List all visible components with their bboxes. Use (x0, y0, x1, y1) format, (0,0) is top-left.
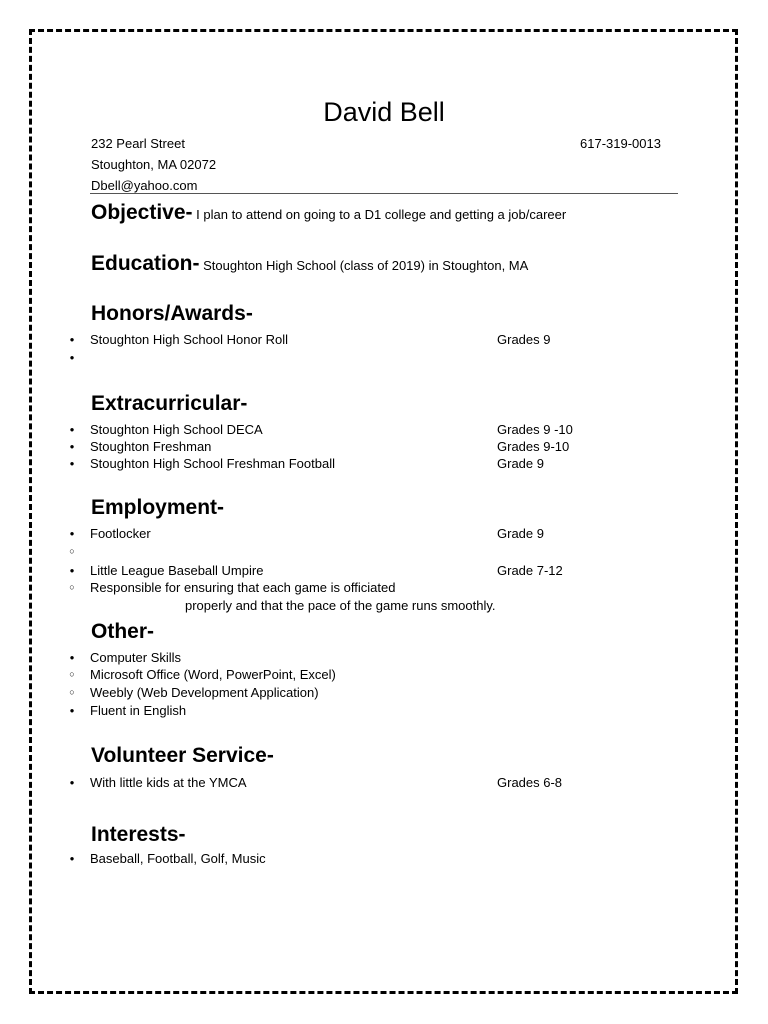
education-text: Stoughton High School (class of 2019) in Stoughton, MA (199, 258, 529, 273)
other-heading: Other- (91, 620, 154, 643)
bullet-icon (66, 331, 78, 350)
list-item-text: Footlocker (90, 526, 151, 541)
list-item-grade: Grade 7-12 (497, 563, 563, 578)
list-item-text: Little League Baseball Umpire (90, 563, 264, 578)
list-item-text: Microsoft Office (Word, PowerPoint, Excel) (90, 667, 336, 682)
employment-heading: Employment- (91, 496, 225, 519)
education-heading: Education- (91, 252, 200, 275)
list-item (0, 331, 768, 348)
list-item (0, 666, 768, 683)
extracurricular-heading: Extracurricular- (91, 392, 248, 415)
list-item-text: Fluent in English (90, 703, 187, 718)
list-item-text: Baseball, Football, Golf, Music (90, 851, 266, 866)
list-item (0, 702, 768, 719)
list-item-text: Stoughton High School DECA (90, 422, 263, 437)
list-item (0, 649, 768, 666)
education-section (91, 251, 528, 279)
bullet-icon (66, 543, 78, 562)
list-item (0, 455, 768, 472)
bullet-icon (66, 666, 78, 685)
list-item-grade: Grades 6-8 (497, 775, 563, 790)
list-item (0, 774, 768, 791)
list-item-text: Stoughton Freshman (90, 439, 212, 454)
objective-section (91, 200, 566, 228)
list-item (0, 562, 768, 579)
header-divider (90, 193, 678, 194)
list-item-grade: Grades 9-10 (497, 439, 570, 454)
address-line-1: 232 Pearl Street (91, 136, 185, 151)
list-item (0, 543, 768, 560)
list-item (0, 579, 768, 596)
list-item-text: With little kids at the YMCA (90, 775, 247, 790)
list-item-text: Responsible for ensuring that each game is officiated (90, 580, 396, 595)
list-item (0, 525, 768, 542)
list-item-grade: Grade 9 (497, 526, 544, 541)
list-item-text: Computer Skills (90, 650, 182, 665)
bullet-icon (66, 349, 78, 368)
objective-text: I plan to attend on going to a D1 college and getting a job/career (192, 207, 567, 222)
email: Dbell@yahoo.com (91, 178, 198, 193)
bullet-icon (66, 702, 78, 721)
list-item-text: Stoughton High School Honor Roll (90, 332, 289, 347)
bullet-icon (66, 579, 78, 598)
bullet-icon (66, 684, 78, 703)
volunteer-heading: Volunteer Service- (91, 744, 274, 767)
list-item-grade: Grade 9 (497, 456, 544, 471)
phone-number: 617-319-0013 (580, 136, 661, 151)
list-item-text: Stoughton High School Freshman Football (90, 456, 335, 471)
bullet-icon (66, 774, 78, 793)
list-item (0, 349, 768, 366)
list-item (0, 438, 768, 455)
bullet-icon (66, 525, 78, 544)
address-line-2: Stoughton, MA 02072 (91, 157, 217, 172)
list-item-continuation: properly and that the pace of the game runs smoothly. (185, 598, 496, 613)
interests-heading: Interests- (91, 823, 186, 846)
list-item (0, 850, 768, 867)
honors-heading: Honors/Awards- (91, 302, 253, 325)
list-item-grade: Grades 9 (497, 332, 551, 347)
list-item-grade: Grades 9 -10 (497, 422, 573, 437)
resume-name: David Bell (323, 97, 445, 127)
list-item (0, 421, 768, 438)
bullet-icon (66, 455, 78, 474)
list-item (0, 684, 768, 701)
bullet-icon (66, 850, 78, 869)
objective-heading: Objective- (91, 201, 193, 224)
list-item-text: Weebly (Web Development Application) (90, 685, 319, 700)
